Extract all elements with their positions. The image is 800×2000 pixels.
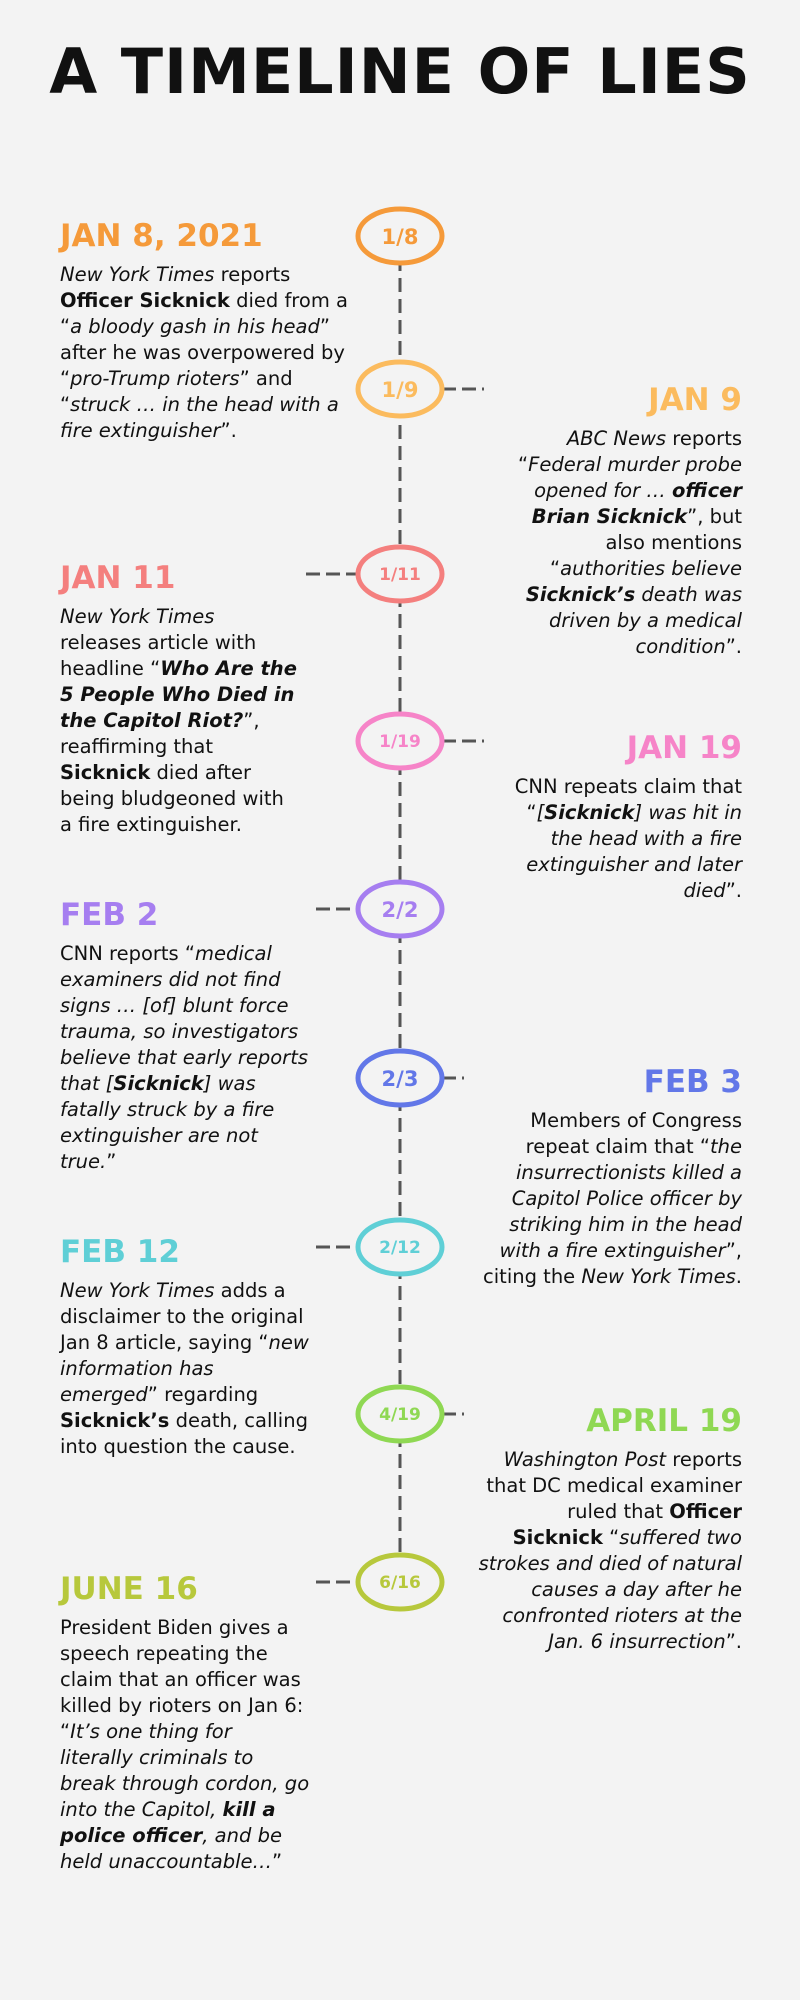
description-fragment: ”.: [725, 879, 742, 902]
entry-description: [60, 941, 310, 1175]
entry-date: JAN 11: [60, 560, 176, 596]
description-fragment: officer Brian Sicknick: [531, 479, 742, 528]
description-fragment: ] was hit in the head with a fire extinguisher and later died: [526, 801, 742, 902]
timeline-entry: [492, 728, 742, 904]
description-fragment: ” regarding: [147, 1383, 259, 1406]
node-label: 1/11: [379, 565, 421, 585]
entry-date: FEB 12: [60, 1234, 180, 1270]
description-fragment: pro-Trump rioters: [70, 367, 240, 390]
description-fragment: New York Times: [60, 605, 215, 628]
description-fragment: medical examiners did not find signs … [of] blunt force trauma, so investigators believe that early reports that [: [60, 942, 309, 1095]
description-fragment: Officer Sicknick: [60, 289, 230, 312]
entry-description: [60, 1278, 310, 1460]
timeline-entry: [60, 216, 350, 444]
description-fragment: Sicknick: [544, 801, 635, 824]
description-fragment: a bloody gash in his head: [70, 315, 320, 338]
description-fragment: New York Times: [60, 263, 215, 286]
entry-description: [492, 426, 742, 660]
node-label: 2/2: [381, 898, 419, 922]
entry-date: FEB 2: [60, 897, 159, 933]
entry-date: FEB 3: [643, 1064, 742, 1100]
timeline-entry: [60, 895, 310, 1175]
page-title: A TIMELINE OF LIES: [49, 35, 751, 108]
description-fragment: reports “: [518, 427, 742, 476]
entry-description: [472, 1108, 742, 1290]
entry-description: [472, 1447, 742, 1655]
description-fragment: adds a disclaimer to the original Jan 8 article, saying “: [60, 1279, 304, 1354]
description-fragment: ”, but also mentions “: [550, 505, 742, 580]
description-fragment: reports that DC medical examiner ruled that: [486, 1448, 742, 1523]
description-fragment: Washington Post: [503, 1448, 667, 1471]
description-fragment: CNN repeats claim that “: [514, 775, 742, 824]
description-fragment: It’s one thing for literally criminals to break through cordon, go into the Capitol,: [60, 1720, 310, 1821]
description-fragment: reports: [214, 263, 291, 286]
node-label: 1/8: [381, 225, 419, 249]
node-label: 6/16: [379, 1573, 421, 1593]
description-fragment: Federal murder probe opened for …: [528, 453, 742, 502]
entry-date: JAN 8, 2021: [60, 218, 263, 254]
entry-description: [60, 604, 300, 838]
description-fragment: Who Are the 5 People Who Died in the Capitol Riot?: [60, 657, 297, 732]
timeline-entry: [472, 1062, 742, 1290]
description-fragment: ] was fatally struck by a fire extinguisher are not true.: [60, 1072, 275, 1173]
description-fragment: “: [602, 1526, 620, 1549]
timeline-entry: [492, 380, 742, 660]
description-fragment: ”, reaffirming that: [60, 709, 260, 758]
description-fragment: .: [735, 1265, 742, 1288]
timeline-entry: [60, 1232, 310, 1460]
description-fragment: authorities believe: [560, 557, 742, 580]
entry-description: [60, 1615, 310, 1875]
entry-date: JAN 9: [648, 382, 742, 418]
description-fragment: , and be held unaccountable…: [60, 1824, 282, 1873]
description-fragment: New York Times: [581, 1265, 736, 1288]
node-label: 1/19: [379, 732, 421, 752]
description-fragment: CNN reports “: [60, 942, 196, 965]
description-fragment: kill a police officer: [60, 1798, 276, 1847]
description-fragment: Sicknick’s: [60, 1409, 170, 1432]
entry-date: JAN 19: [626, 730, 742, 766]
description-fragment: Sicknick: [113, 1072, 204, 1095]
description-fragment: ” and “: [60, 367, 293, 416]
entry-description: [492, 774, 742, 904]
description-fragment: ”.: [220, 419, 237, 442]
description-fragment: President Biden gives a speech repeating the claim that an officer was killed by rioters on Jan 6: “: [60, 1616, 304, 1743]
entry-description: [60, 262, 350, 444]
description-fragment: died from a “: [60, 289, 348, 338]
description-fragment: struck … in the head with a fire extinguisher: [60, 393, 339, 442]
description-fragment: the insurrectionists killed a Capitol Police officer by striking him in the head with a fire extinguisher: [499, 1135, 742, 1262]
description-fragment: Sicknick: [60, 761, 151, 784]
timeline-entry: [60, 558, 300, 838]
description-fragment: ”: [106, 1150, 117, 1173]
description-fragment: died after being bludgeoned with a fire extinguisher.: [60, 761, 284, 836]
description-fragment: new information has emerged: [60, 1331, 309, 1406]
description-fragment: death was driven by a medical condition: [548, 583, 742, 658]
description-fragment: New York Times: [60, 1279, 215, 1302]
node-label: 2/12: [379, 1238, 421, 1258]
description-fragment: [: [536, 801, 545, 824]
entry-date: JUNE 16: [60, 1571, 198, 1607]
description-fragment: ”, citing the: [483, 1239, 742, 1288]
description-fragment: ” after he was overpowered by “: [60, 315, 345, 390]
node-label: 4/19: [379, 1405, 421, 1425]
timeline-entry: [60, 1569, 310, 1875]
node-label: 1/9: [381, 378, 419, 402]
description-fragment: Sicknick’s: [525, 583, 636, 606]
description-fragment: suffered two strokes and died of natural causes a day after he confronted rioters at the Jan. 6 insurrection: [478, 1526, 742, 1653]
entry-date: APRIL 19: [586, 1403, 742, 1439]
description-fragment: releases article with headline “: [60, 631, 257, 680]
description-fragment: ABC News: [566, 427, 667, 450]
timeline-entry: [472, 1401, 742, 1655]
description-fragment: ”.: [725, 635, 742, 658]
description-fragment: Members of Congress repeat claim that “: [525, 1109, 742, 1158]
node-label: 2/3: [381, 1067, 419, 1091]
description-fragment: ”: [272, 1850, 283, 1873]
description-fragment: ”.: [725, 1630, 742, 1653]
description-fragment: Officer Sicknick: [512, 1500, 742, 1549]
description-fragment: death, calling into question the cause.: [60, 1409, 308, 1458]
